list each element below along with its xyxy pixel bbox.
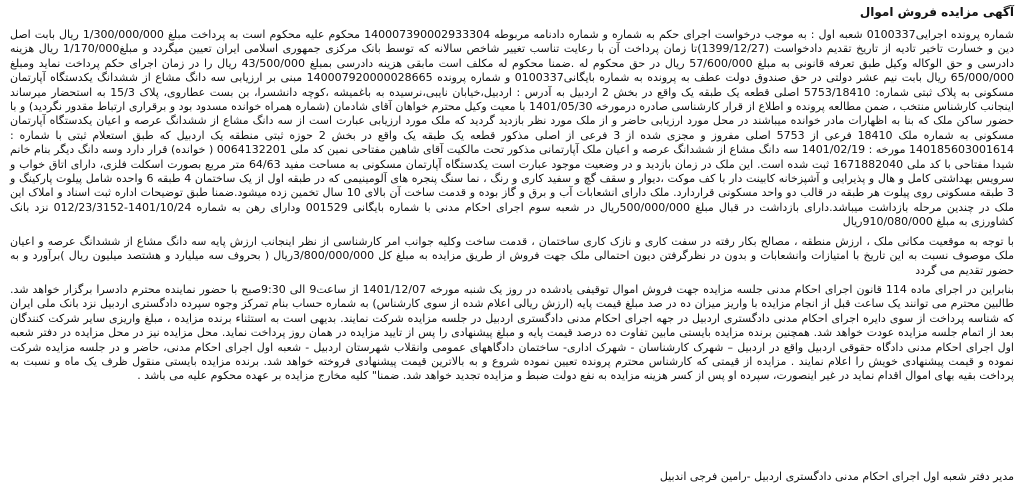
signature-line: مدیر دفتر شعبه اول اجرای احکام مدنی دادگستری اردبیل -رامین فرجی اندبیل xyxy=(659,470,1014,483)
auction-terms-paragraph: بنابراین در اجرای ماده 114 قانون اجرای احکام مدنی جلسه مزایده جهت فروش اموال توقیفی یادشده در روز یک شنبه مورخه 1401/12/07 از ساعت9 الی 9:30صبح با حضور نماینده محترم دادسرا برگزار خواهد شد. طالبین محترم می توانند یک ساعت قبل از انجام مزایده با واریز میزان ده در صد مبلغ قیمت پایه (ارزش ریالی اعلام شده از سوی کارشناس) به شماره حساب بنام تمرکز وجوه سپرده دادگستری اردبیل نزد بانک ملی ایران که شناسه پرداخت از سوی دایره اجرای احکام مدنی دادگستری اردبیل در جهه اجرای احکام مدنی دادگستری اردبیل در جلسه مزایده شرکت نمایند. بدیهی است به استثناء برنده مزایده ، مبلغ واریزی سایر شرکت کنندگان بعد از اتمام جلسه مزایده عودت خواهد شد. همچنین برنده مزایده بایستی مابین تفاوت ده درصد قیمت پایه و مبلغ پیشنهادی را پس از تایید مزایده در همان روز پرداخت نماید. محل مزایده نیز در محل مزایده در دفتر شعبه اول اجرای احکام مدنی دادگاه حقوقی اردبیل واقع در اردبیل – شهرک کارشناسان - شهرک اداری- ساختمان دادگاههای عمومی وانقلاب شهرستان اردبیل - شعبه اول اجرای احکام مدنی، حاضر و در جلسه مزایده شرکت نموده و قیمت پیشنهادی خویش را اعلام نمایند . مزایده از قیمتی که کارشناس محترم پرونده تعیین نموده شروع و به بالاترین قیمت پیشنهادی فروخته خواهد شد. برنده مزایده بایستی منقول ظرف یک ماه و نسبت به پرداخت بقیه بهای اموال اقدام نماید در غیر اینصورت، سپرده او پس از کسر هزینه مزایده به نفع دولت ضبط و مزایده تجدید خواهد شد. ضمنا" کلیه مخارج مزایده بر عهده محکوم علیه می باشد . xyxy=(10,282,1014,383)
case-details-paragraph: شماره پرونده اجرایی0100337 شعبه اول : به موجب درخواست اجرای حکم به شماره و شماره دادنامه مربوطه 140007390002933304 محکوم علیه محکوم است به پرداخت مبلغ 1/300/000/000 ریال بابت اصل دین و خسارت تاخیر تادیه از تاریخ تقدیم دادخواست (1399/12/27)تا زمان پرداخت آن با رعایت تناسب تغییر شاخص سالانه که توسط بانک مرکزی جمهوری اسلامی ایران تعیین میگردد و مبلغ1/170/000 ریال هزینه دادرسی و حق الوکاله وکیل طبق تعرفه قانونی به مبلغ 57/600/000 ریال در حق محکوم له .ضمنا محکوم له مکلف است مابقی هزینه دادرسی بمبلغ 43/500/000 ریال را در زمان اجرای حکم پرداخت نماید ومبلغ 65/000/000 ریال بابت نیم عشر دولتی در حق صندوق دولت عطف به پرونده به شماره بایگانی0100337 و شماره پرونده 140007920000028665 مبنی بر ارزیابی سه دانگ مشاع از ششدانگ یکدستگاه آپارتمان مسکونی به پلاک ثبتی شماره: 5753/18410 اصلی قطعه یک طبقه یک واقع در بخش 2 اردبیل به آدرس : اردبیل،خیابان نایبی،نرسیده به باغمیشه ،کوچه دانشسرا، بن بست عطاروی، پلاک 15/3 به استحضار میرساند اینجانب کارشناس منتخب ، ضمن مطالعه پرونده و اطلاع از قرار کارشناسی صادره درمورخه 1401/05/30 با معیت وکیل محترم خواهان آقای شادمان (شماره همراه خوانده مسدود بود و برقراری ارتباط مقدور نگردید) و با حضور ساکن ملک که بنا به اظهارات مادر خوانده میباشند در محل مورد ارزیابی حاضر و از ملک مورد نظر بازدید گردید که ملک مورد ارزیابی عبارت است از سه دانگ مشاع از ششدانگ عرصه و اعیان یکدستگاه آپارتمان مسکونی به شماره ملک 18410 فرعی از 5753 اصلی مفروز و مجزی شده از 3 فرعی از اصلی مذکور قطعه یک طبقه یک واقع در بخش 2 حوزه ثبتی منطقه یک اردبیل که طبق استعلام ثبتی با شماره : 140185603001614 مورخه : 1401/02/19 سه دانگ مشاع از ششدانگ عرصه و اعیان ملک آپارتمانی مذکور تحت مالکیت آقای شاهین مفتاحی نمین کد ملی 0064132201 ( خوانده) قرار دارد وسه دانگ دیگر بنام خانم شیدا مفتاحی با کد ملی 1671882040 ثبت شده است. این ملک در زمان بازدید و در وضعیت موجود عبارت است یکدستگاه آپارتمان مسکونی به مساحت مفید 64/63 متر مربع بصورت اسکلت فلزی، دارای اتاق خواب و سرویس بهداشتی کامل و هال و پذیرایی و آشپزخانه کابینت دار با کف موکت ،دیوار و سقف گچ و سفید کاری و رنگ ، نما سنگ پنجره های آلومینیمی که در طبقه اول از یک ساختمان 4 طبقه 6 واحده شامل پیلوت پارکینگ و 3 طبقه مسکونی روی پیلوت هر طبقه در قالب دو واحد مسکونی قراردارد. ملک دارای انشعابات آب و برق و گاز بوده و قدمت ساخت آن بالای 10 سال تخمین زده میشود.ضمنا طبق توضیحات اداره ثبت اسناد و املاک این ملک در چندین مرحله بازداشت میباشد.دارای بازداشت در قبال مبلغ 500/000/000ریال در شعبه سوم اجرای احکام مدنی با شماره بایگانی 001529 ودارای رهن به شماره 1401/10/24-012/23/3152 نزد بانک کشاورزی به مبلغ 910/080/000ریال xyxy=(10,28,1015,229)
notice-title: آگهی مزایده فروش اموال xyxy=(859,5,1014,19)
valuation-paragraph: با توجه به موقعیت مکانی ملک ، ارزش منطقه ، مصالح بکار رفته در سفت کاری و نازک کاری ساختمان ، قدمت ساخت وکلیه جوانب امر کارشناسی از نظر اینجانب ارزش پایه سه دانگ مشاع از ششدانگ عرصه و اعیان ملک موصوف نسبت به این تاریخ با امتیازات وانشعابات و بدون در نظرگرفتن دیون احتمالی ملک جهت فروش از طریق مزایده به مبلغ کل 3/800/000/000ریال ( بحروف سه میلیارد و هشتصد میلیون ریال )برآورد و به حضور تقدیم می گردد xyxy=(10,234,1014,277)
